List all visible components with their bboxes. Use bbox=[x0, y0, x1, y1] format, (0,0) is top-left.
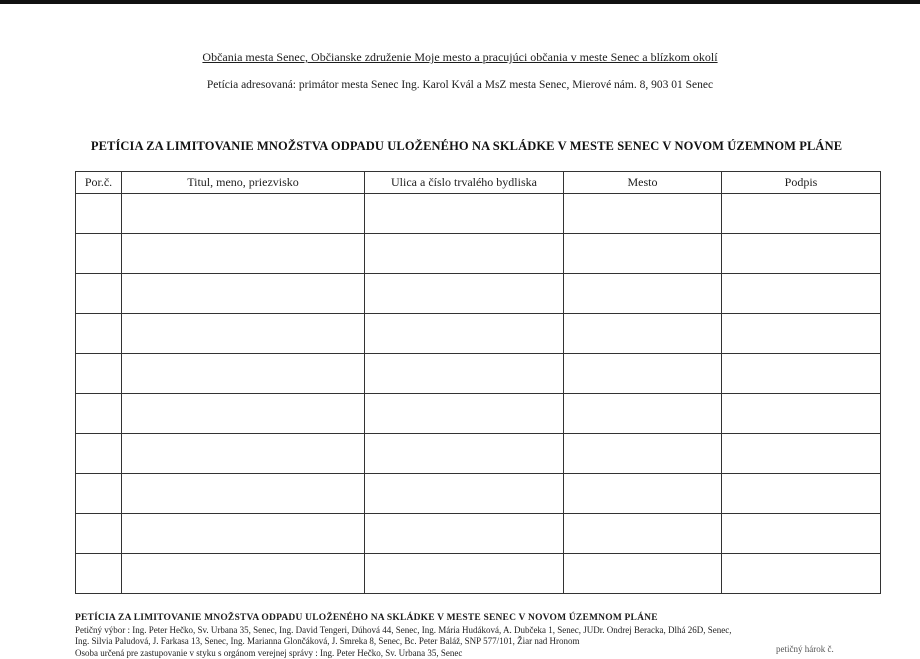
col-header-city: Mesto bbox=[564, 172, 722, 194]
cell-city bbox=[564, 314, 722, 354]
footer-title: PETÍCIA ZA LIMITOVANIE MNOŽSTVA ODPADU ULOŽENÉHO NA SKLÁDKE V MESTE SENEC V NOVOM ÚZEMNOM PLÁNE bbox=[75, 613, 875, 625]
committee-line-1: Petičný výbor : Ing. Peter Hečko, Sv. Urbana 35, Senec, Ing. David Tengeri, Dúhová 44, Senec, Ing. Mária Hudáková, A. Dubčeka 1, Senec, JUDr. Ondrej Beracka, Dlhá 26D, Senec, bbox=[75, 625, 875, 637]
cell-signature bbox=[722, 234, 881, 274]
cell-signature bbox=[722, 194, 881, 234]
cell-name bbox=[122, 554, 365, 594]
cell-name bbox=[122, 314, 365, 354]
representative-line: Osoba určená pre zastupovanie v styku s orgánom verejnej správy : Ing. Peter Hečko, Sv. Urbana 35, Senec bbox=[75, 648, 875, 659]
cell-number bbox=[76, 394, 122, 434]
cell-signature bbox=[722, 314, 881, 354]
cell-number bbox=[76, 434, 122, 474]
col-header-signature: Podpis bbox=[722, 172, 881, 194]
col-header-name: Titul, meno, priezvisko bbox=[122, 172, 365, 194]
cell-name bbox=[122, 354, 365, 394]
cell-name bbox=[122, 434, 365, 474]
cell-city bbox=[564, 394, 722, 434]
table-row bbox=[76, 354, 881, 394]
cell-address bbox=[365, 314, 564, 354]
cell-name bbox=[122, 514, 365, 554]
cell-signature bbox=[722, 554, 881, 594]
cell-name bbox=[122, 194, 365, 234]
table-row bbox=[76, 314, 881, 354]
table-row bbox=[76, 474, 881, 514]
cell-number bbox=[76, 194, 122, 234]
cell-city bbox=[564, 234, 722, 274]
table-header-row bbox=[76, 172, 881, 194]
sheet-number-label: petičný hárok č. bbox=[776, 644, 834, 654]
cell-name bbox=[122, 474, 365, 514]
col-header-number: Por.č. bbox=[76, 172, 122, 194]
cell-number bbox=[76, 354, 122, 394]
cell-address bbox=[365, 354, 564, 394]
cell-city bbox=[564, 434, 722, 474]
table-row bbox=[76, 234, 881, 274]
table-row bbox=[76, 394, 881, 434]
cell-city bbox=[564, 194, 722, 234]
scan-top-edge bbox=[0, 0, 920, 4]
cell-number bbox=[76, 554, 122, 594]
cell-address bbox=[365, 514, 564, 554]
cell-city bbox=[564, 474, 722, 514]
cell-address bbox=[365, 474, 564, 514]
cell-address bbox=[365, 274, 564, 314]
table-row bbox=[76, 514, 881, 554]
signature-table bbox=[75, 171, 881, 594]
cell-signature bbox=[722, 434, 881, 474]
cell-number bbox=[76, 514, 122, 554]
col-header-address: Ulica a číslo trvalého bydliska bbox=[365, 172, 564, 194]
cell-address bbox=[365, 554, 564, 594]
cell-name bbox=[122, 274, 365, 314]
cell-city bbox=[564, 554, 722, 594]
table-row bbox=[76, 274, 881, 314]
cell-signature bbox=[722, 394, 881, 434]
addressee-line: Petícia adresovaná: primátor mesta Senec Ing. Karol Kvál a MsZ mesta Senec, Mierové nám. 8, 903 01 Senec bbox=[0, 79, 920, 91]
cell-number bbox=[76, 274, 122, 314]
cell-signature bbox=[722, 474, 881, 514]
cell-address bbox=[365, 194, 564, 234]
cell-number bbox=[76, 234, 122, 274]
cell-name bbox=[122, 394, 365, 434]
table-row bbox=[76, 194, 881, 234]
committee-line-2: Ing. Silvia Paludová, J. Farkasa 13, Senec, Ing. Marianna Glončáková, J. Smreka 8, Senec, Bc. Peter Baláž, SNP 577/101, Žiar nad Hronom bbox=[75, 636, 875, 648]
cell-number bbox=[76, 474, 122, 514]
cell-signature bbox=[722, 274, 881, 314]
cell-city bbox=[564, 274, 722, 314]
cell-signature bbox=[722, 514, 881, 554]
table-row bbox=[76, 434, 881, 474]
cell-address bbox=[365, 434, 564, 474]
petitioners-line: Občania mesta Senec, Občianske združenie Moje mesto a pracujúci občania v meste Senec a blízkom okolí bbox=[0, 50, 920, 65]
cell-city bbox=[564, 354, 722, 394]
cell-city bbox=[564, 514, 722, 554]
cell-address bbox=[365, 234, 564, 274]
cell-signature bbox=[722, 354, 881, 394]
petition-title: PETÍCIA ZA LIMITOVANIE MNOŽSTVA ODPADU ULOŽENÉHO NA SKLÁDKE V MESTE SENEC V NOVOM ÚZEMNOM PLÁNE bbox=[0, 139, 920, 154]
cell-number bbox=[76, 314, 122, 354]
footer-block bbox=[75, 613, 875, 659]
cell-name bbox=[122, 234, 365, 274]
table-row bbox=[76, 554, 881, 594]
cell-address bbox=[365, 394, 564, 434]
